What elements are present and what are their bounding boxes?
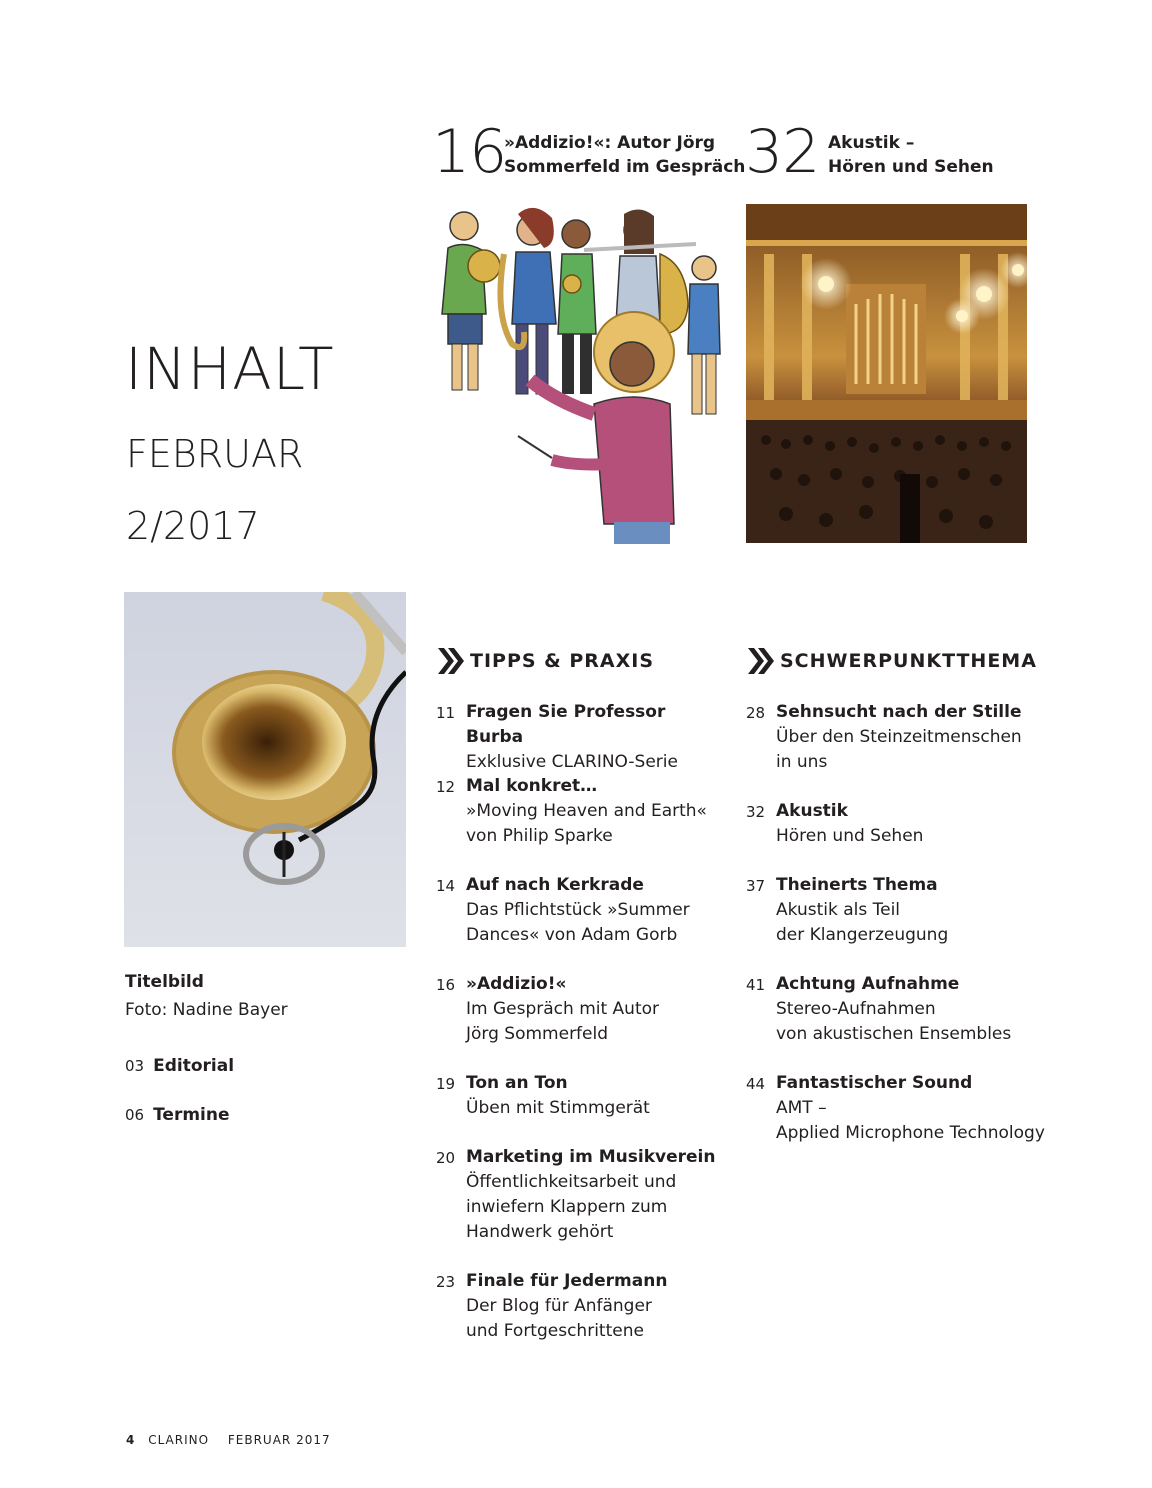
toc-entry-title: Finale für Jedermann xyxy=(466,1271,668,1291)
feature-teaser-text[interactable] xyxy=(828,131,994,179)
feature-page-number: 16 xyxy=(432,117,507,187)
page-number: 12 xyxy=(436,778,456,796)
toc-entry[interactable] xyxy=(746,873,1046,948)
toc-entry-desc: Öffentlichkeitsarbeit und inwiefern Klappern zum Handwerk gehört xyxy=(466,1172,677,1242)
page-number: 23 xyxy=(436,1273,456,1291)
toc-item-title: Termine xyxy=(153,1105,230,1125)
toc-entry[interactable] xyxy=(436,1145,726,1245)
cover-caption-title: Titelbild xyxy=(125,972,204,992)
toc-entry-title: Akustik xyxy=(776,801,848,821)
page-number: 20 xyxy=(436,1149,456,1167)
toc-entry-title: Achtung Aufnahme xyxy=(776,974,960,994)
page-title: INHALT xyxy=(125,335,335,403)
feature-teaser-line: Akustik – xyxy=(828,133,915,153)
feature-teaser-line: Hören und Sehen xyxy=(828,157,994,177)
toc-entry[interactable] xyxy=(746,799,1046,849)
toc-item-title: Editorial xyxy=(153,1056,235,1076)
page-number: 37 xyxy=(746,877,766,895)
toc-entry[interactable] xyxy=(436,774,726,849)
section-heading-label: TIPPS & PRAXIS xyxy=(470,650,655,672)
toc-entry[interactable] xyxy=(436,700,726,775)
page-number: 03 xyxy=(125,1057,145,1075)
feature-teaser-text[interactable] xyxy=(504,131,745,179)
feature-teaser-line: Sommerfeld im Gespräch xyxy=(504,157,746,177)
toc-entry-desc: Stereo-Aufnahmen von akustischen Ensembles xyxy=(776,999,1012,1044)
issue-number: 2/2017 xyxy=(126,504,260,548)
feature-teaser-line: »Addizio!«: Autor Jörg xyxy=(504,133,716,153)
toc-entry-desc: AMT – Applied Microphone Technology xyxy=(776,1098,1045,1143)
page-number: 14 xyxy=(436,877,456,895)
page-number: 11 xyxy=(436,704,456,722)
toc-entry-title: Theinerts Thema xyxy=(776,875,938,895)
toc-entry-desc: Über den Steinzeitmenschen in uns xyxy=(776,727,1022,772)
toc-entry-title: Mal konkret… xyxy=(466,776,598,796)
toc-entry[interactable] xyxy=(436,873,726,948)
toc-entry-desc: Akustik als Teil der Klangerzeugung xyxy=(776,900,949,945)
toc-entry[interactable] xyxy=(436,972,726,1047)
toc-entry-desc: Das Pflichtstück »Summer Dances« von Adam Gorb xyxy=(466,900,690,945)
feature-page-number: 32 xyxy=(745,117,820,187)
toc-entry-title: Fantastischer Sound xyxy=(776,1073,973,1093)
section-heading-schwerpunkt xyxy=(746,646,1037,676)
toc-entry-desc: »Moving Heaven and Earth« von Philip Sparke xyxy=(466,801,707,846)
footer-issue: FEBRUAR 2017 xyxy=(227,1433,331,1447)
toc-entry-title: »Addizio!« xyxy=(466,974,567,994)
footer-magazine-name: CLARINO xyxy=(148,1433,210,1447)
page-number: 06 xyxy=(125,1106,145,1124)
toc-entry[interactable] xyxy=(746,700,1046,775)
page-footer xyxy=(126,1433,339,1447)
toc-entry-title: Sehnsucht nach der Stille xyxy=(776,702,1022,722)
toc-entry[interactable] xyxy=(746,972,1046,1047)
ensemble-illustration[interactable] xyxy=(434,204,724,544)
toc-entry-title: Auf nach Kerkrade xyxy=(466,875,644,895)
toc-entry-title: Ton an Ton xyxy=(466,1073,568,1093)
toc-entry[interactable] xyxy=(436,1269,726,1344)
footer-page-number: 4 xyxy=(126,1433,136,1447)
toc-entry-desc: Hören und Sehen xyxy=(776,826,924,846)
page-number: 41 xyxy=(746,976,766,994)
toc-entry-title: Fragen Sie Professor Burba xyxy=(466,702,666,747)
toc-item-editorial[interactable] xyxy=(125,1056,234,1076)
concert-hall-photo[interactable] xyxy=(746,204,1027,543)
toc-entry[interactable] xyxy=(436,1071,726,1121)
toc-entry-desc: Im Gespräch mit Autor Jörg Sommerfeld xyxy=(466,999,660,1044)
page-number: 19 xyxy=(436,1075,456,1093)
toc-entry-title: Marketing im Musikverein xyxy=(466,1147,716,1167)
page-number: 16 xyxy=(436,976,456,994)
toc-entry-desc: Der Blog für Anfänger und Fortgeschrittene xyxy=(466,1296,652,1341)
issue-month: FEBRUAR xyxy=(126,432,304,476)
double-chevron-icon xyxy=(746,646,776,676)
toc-entry-desc: Exklusive CLARINO-Serie xyxy=(466,752,678,772)
cover-photo[interactable] xyxy=(124,592,406,947)
double-chevron-icon xyxy=(436,646,466,676)
section-heading-label: SCHWERPUNKTTHEMA xyxy=(780,650,1037,672)
page-number: 44 xyxy=(746,1075,766,1093)
section-heading-tipps xyxy=(436,646,654,676)
page-number: 28 xyxy=(746,704,766,722)
page-number: 32 xyxy=(746,803,766,821)
toc-entry-desc: Üben mit Stimmgerät xyxy=(466,1098,650,1118)
cover-photo-credit: Foto: Nadine Bayer xyxy=(125,1000,288,1020)
toc-entry[interactable] xyxy=(746,1071,1066,1146)
toc-item-termine[interactable] xyxy=(125,1105,230,1125)
